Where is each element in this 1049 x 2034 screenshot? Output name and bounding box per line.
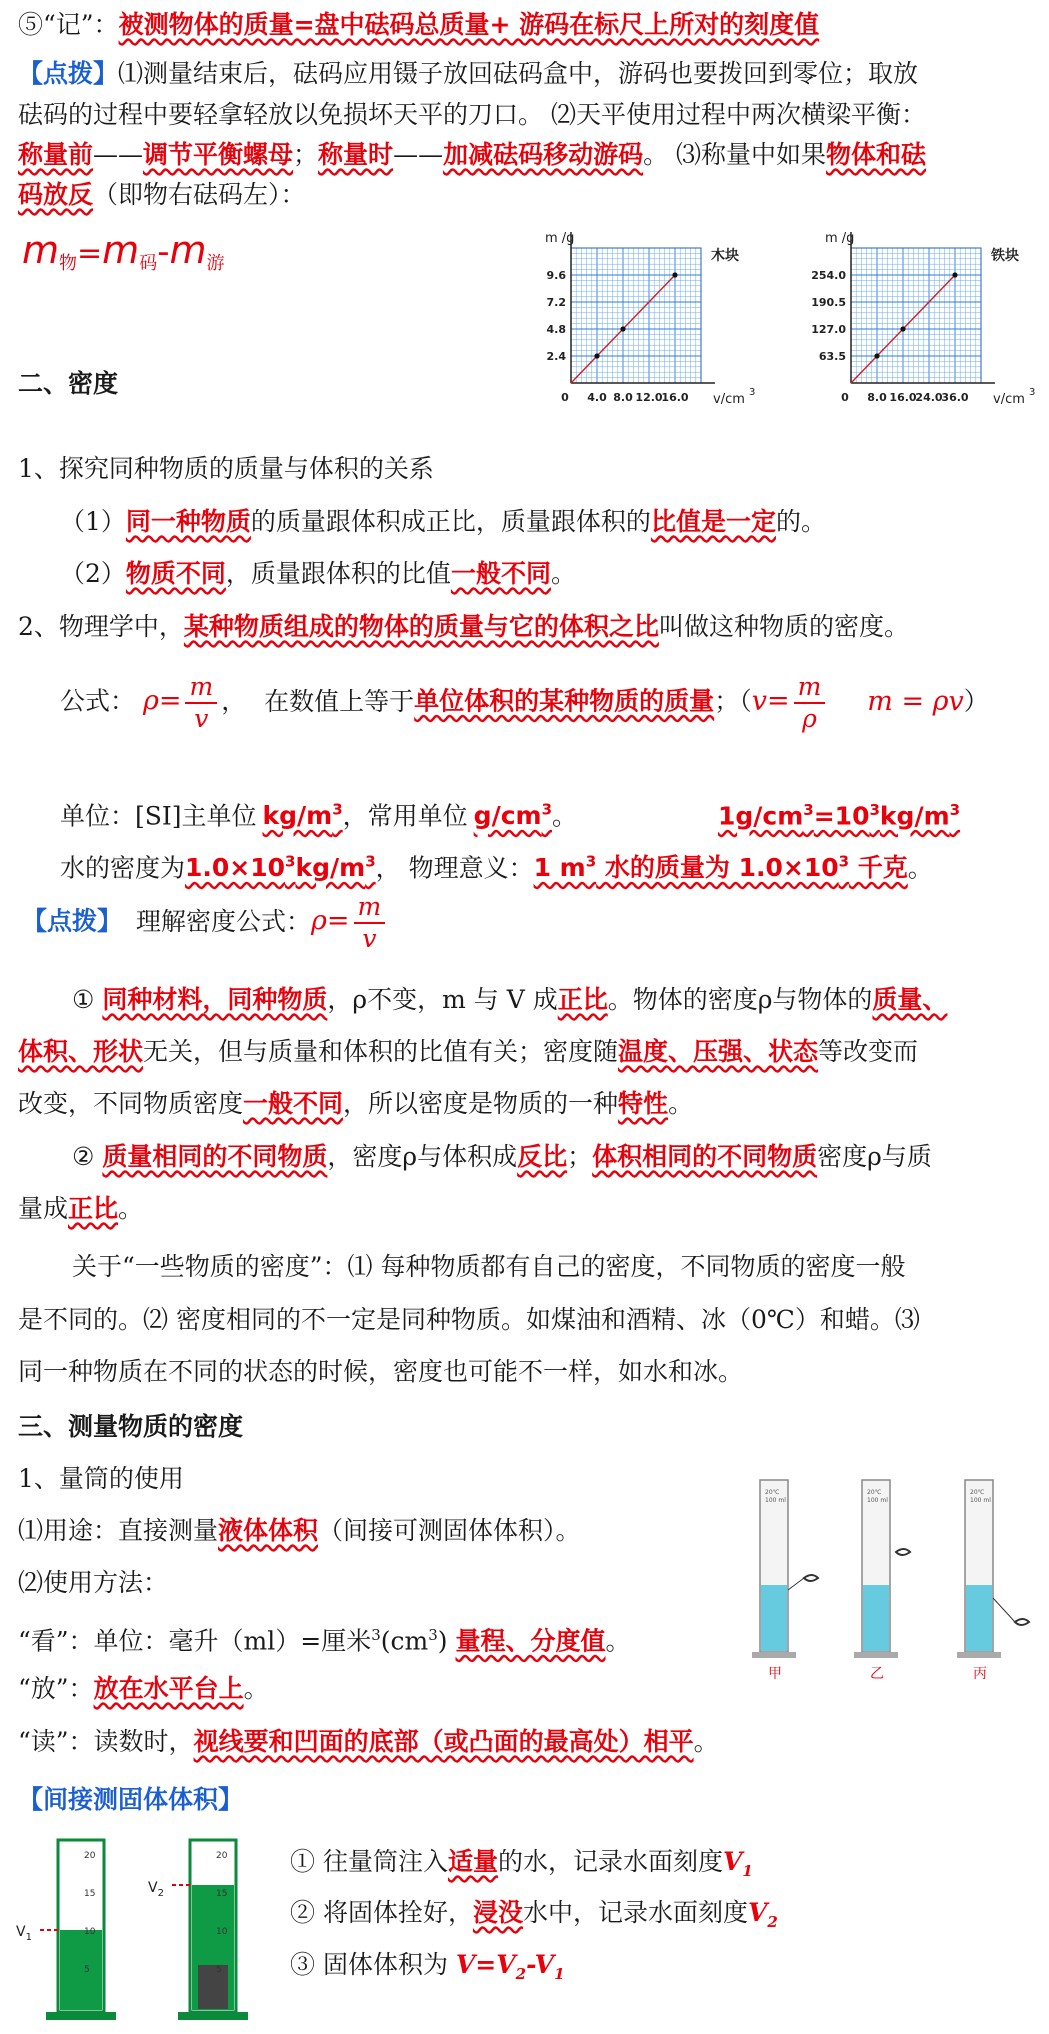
adjust-nut: 调节平衡螺母	[143, 140, 294, 169]
tip-label: 【点拨】	[18, 59, 119, 88]
x-tick-label: 36.0	[941, 391, 969, 404]
k-sup: 3	[371, 1626, 381, 1644]
conv-sup1: 3	[803, 801, 814, 819]
s3-b-sub: 2	[515, 1965, 527, 1983]
density-item-1b	[60, 557, 576, 591]
w-unit: kg/m	[295, 853, 366, 883]
s1-c: 的水，记录水面刻度	[497, 1847, 723, 1876]
point-1-line-3	[18, 1087, 693, 1121]
eye-icon	[804, 1575, 818, 1581]
x-tick-label: 4.0	[587, 391, 607, 404]
x-axis-label-sup: 3	[1029, 387, 1036, 398]
w-mean-a: 1 m	[533, 853, 586, 883]
conv-b: =10	[813, 801, 870, 831]
before-weighing: 称量前	[18, 140, 94, 169]
y-tick-label: 7.2	[546, 296, 566, 309]
f-paren: ；（	[714, 686, 752, 716]
p4-b: 质量相同的不同物质	[102, 1142, 328, 1171]
when-weighing: 称量时	[318, 140, 394, 169]
density-item-2	[18, 610, 909, 644]
w-mean-sup2: 3	[838, 853, 850, 871]
y-axis-label: m /g	[825, 231, 855, 246]
wood-chart	[505, 222, 756, 427]
s2-d-sub: 2	[767, 1913, 778, 1931]
cylinder-usage-title: 1、量筒的使用	[18, 1464, 184, 1493]
tip-line-2	[18, 98, 926, 132]
formula-ma-sub: 码	[139, 253, 158, 274]
step-2	[290, 1896, 778, 1939]
reverse-a: 物体和砝	[826, 140, 927, 169]
cyl-v2-base	[178, 2012, 248, 2020]
u-mid: ，常用单位	[342, 801, 468, 831]
x-tick-label: 8.0	[613, 391, 633, 404]
mark-15: 15	[84, 1889, 96, 1899]
section-density-title: 二、密度	[18, 369, 119, 398]
mark-5: 5	[216, 1965, 222, 1975]
u1-b: 液体体积	[218, 1516, 319, 1545]
s1-b: 适量	[447, 1847, 498, 1876]
sight-line	[788, 1578, 804, 1590]
x-axis-label: v/cm	[993, 392, 1025, 407]
k-c: )	[437, 1626, 448, 1656]
p1-e: 。物体的密度ρ与物体的	[607, 985, 873, 1014]
s1-d: V	[722, 1847, 743, 1876]
density-item-1a	[60, 505, 826, 539]
conv-sup2: 3	[869, 801, 880, 819]
cylinder-v2	[148, 1840, 248, 2020]
note-line-1: 关于“一些物质的密度”：⑴ 每种物质都有自己的密度，不同物质的密度一般	[72, 1252, 906, 1281]
y-tick-label: 2.4	[546, 350, 566, 363]
cyl-water	[966, 1585, 992, 1651]
w-val	[185, 853, 376, 882]
x-tick-label: 16.0	[889, 391, 917, 404]
w-unit-sup: 3	[365, 853, 376, 871]
read-a: “读”：读数时，	[18, 1727, 194, 1756]
k-end: 。	[605, 1626, 631, 1656]
cyl-base	[957, 1652, 1001, 1658]
unit-conversion	[718, 793, 960, 833]
cyl-v1-base	[46, 2012, 116, 2020]
read-red: 视线要和凹面的底部（或凸面的最高处）相平	[193, 1727, 694, 1756]
mass-formula	[22, 228, 225, 275]
data-point	[672, 272, 677, 277]
usage-method: ⑵使用方法：	[18, 1568, 169, 1597]
chart-title: 铁块	[991, 248, 1019, 264]
s2-a: ② 将固体拴好，	[290, 1898, 473, 1927]
s1-a: ① 往量筒注入	[290, 1847, 448, 1876]
cyl-label-jia: 甲	[768, 1666, 782, 1682]
point-2-line-2	[18, 1192, 143, 1226]
formula-m-sub: 物	[59, 253, 78, 274]
cylinder-yi	[854, 1480, 910, 1682]
data-point	[900, 326, 905, 331]
cyl-label-bing: 丙	[973, 1666, 987, 1682]
tip-line-4	[18, 178, 306, 212]
w-meaning	[534, 853, 908, 882]
s2-d: V	[747, 1898, 768, 1927]
w-end: 。	[907, 853, 933, 883]
eye-icon	[896, 1549, 910, 1555]
w-val-sup: 3	[285, 853, 296, 871]
place-end: 。	[243, 1674, 269, 1703]
usage-look	[18, 1618, 631, 1658]
s2-b: 浸没	[472, 1898, 523, 1927]
cyl-water	[863, 1585, 889, 1651]
y-tick-label: 127.0	[811, 323, 846, 336]
water-density-line	[60, 845, 933, 885]
formula-minus: -	[157, 232, 170, 272]
w-mean-sup: 3	[585, 853, 597, 871]
s2-c: 水中，记录水面刻度	[522, 1898, 748, 1927]
record-rule-text: 被测物体的质量=盘中砝码总质量+ 游码在标尺上所对的刻度值	[118, 10, 820, 39]
f-den: v	[194, 704, 209, 733]
mark-15: 15	[216, 1889, 228, 1899]
f-rho: ρ=	[142, 685, 182, 717]
s1-d-sub: 1	[742, 1862, 753, 1880]
read-end: 。	[693, 1727, 719, 1756]
p4-c: ，密度ρ与体积成	[327, 1142, 518, 1171]
i1a-red: 同一种物质	[125, 507, 251, 536]
i1a-mid: 的质量跟体积成正比，质量跟体积的	[250, 507, 651, 536]
cyl-base	[752, 1652, 796, 1658]
reverse-b: 码放反	[18, 180, 94, 209]
p4-a: ②	[72, 1142, 95, 1171]
record-rule-prefix: ⑤“记”：	[18, 10, 119, 39]
y-tick-label: 4.8	[546, 323, 566, 336]
p5-a: 量成	[18, 1194, 69, 1223]
u-label: 单位：[SI]主单位	[60, 801, 257, 831]
p1-c: ，ρ不变，m 与 V 成	[327, 985, 558, 1014]
w-mean-c: 千克	[849, 853, 908, 883]
tip-line-1	[18, 57, 918, 91]
cyl-tag: 20℃	[765, 1489, 780, 1496]
density-tip-line	[22, 892, 389, 954]
i1b-end: 。	[550, 559, 576, 588]
x-tick-label: 8.0	[867, 391, 887, 404]
formula-mb: m	[169, 228, 207, 272]
u-main-text: kg/m	[262, 801, 333, 831]
p3-d: 特性	[618, 1089, 669, 1118]
y-tick-label: 190.5	[811, 296, 846, 309]
f-fraction-2	[794, 672, 826, 734]
record-rule-line	[18, 8, 819, 42]
p5-c: 。	[118, 1194, 144, 1223]
f-red: 单位体积的某种物质的质量	[414, 686, 715, 716]
p4-f: 体积相同的不同物质	[592, 1142, 818, 1171]
f-m3: m = ρv	[867, 685, 964, 717]
density-formula-line	[60, 672, 989, 734]
place-a: “放”：	[18, 1674, 94, 1703]
w-val-text: 1.0×10	[185, 853, 286, 883]
cyl-v1-water	[60, 1930, 102, 2010]
i2-pre: 2、物理学中，	[18, 612, 184, 641]
w-mid: ， 物理意义：	[375, 853, 534, 883]
usage-place	[18, 1672, 269, 1706]
p4-g: 密度ρ与质	[817, 1142, 932, 1171]
cyl-tag2: 100 ml	[970, 1497, 991, 1504]
conv-c: kg/m	[879, 801, 950, 831]
data-point	[620, 326, 625, 331]
tip-fraction	[354, 892, 386, 954]
v2-label-text: V	[148, 1880, 158, 1896]
u-common	[474, 801, 552, 830]
cyl-base	[854, 1652, 898, 1658]
i1b-red: 物质不同	[125, 559, 226, 588]
sight-line	[993, 1598, 1015, 1622]
u-dot: 。	[552, 801, 578, 831]
f2-num: m	[794, 672, 826, 704]
v1-label-sub: 1	[25, 1932, 32, 1943]
p3-c: ，所以密度是物质的一种	[343, 1089, 619, 1118]
point-1-line-1	[72, 983, 947, 1017]
s3-c-sub: 1	[554, 1965, 565, 1983]
i1b-red2: 一般不同	[450, 559, 551, 588]
density-tip-label: 【点拨】	[22, 906, 123, 936]
data-point	[874, 353, 879, 358]
v2-label	[148, 1880, 164, 1899]
density-item-1: 1、探究同种物质的质量与体积的关系	[18, 454, 434, 483]
x-tick-label: 12.0	[635, 391, 663, 404]
p2-b: 无关，但与质量和体积的比值有关；密度随	[143, 1037, 619, 1066]
mark-10: 10	[84, 1927, 96, 1937]
k-b: (cm	[380, 1626, 429, 1656]
f2-den: ρ	[802, 704, 817, 733]
tip-num: m	[354, 892, 386, 924]
solid-block	[198, 1965, 228, 2009]
u-common-text: g/cm	[473, 801, 542, 831]
section-measure-title: 三、测量物质的密度	[18, 1412, 244, 1441]
tip-text-2: 砝码的过程中要轻拿轻放以免损坏天平的刀口。 ⑵天平使用过程中两次横梁平衡：	[18, 100, 926, 129]
x-tick-label: 0	[561, 391, 569, 404]
cylinder-bing	[957, 1480, 1029, 1682]
indirect-volume-figure	[10, 1830, 280, 2030]
reverse-note: （即物右砝码左）：	[93, 180, 306, 209]
i1b-mid: ，质量跟体积的比值	[225, 559, 451, 588]
x-tick-label: 16.0	[661, 391, 689, 404]
y-tick-label: 254.0	[811, 269, 846, 282]
step-3	[290, 1948, 565, 1991]
chart-title: 木块	[711, 248, 739, 264]
w-label: 水的密度为	[60, 853, 186, 883]
i1b-pre: （2）	[60, 559, 126, 588]
k-a: “看”：单位：毫升（ml）=厘米	[18, 1626, 372, 1656]
indirect-volume-title: 【间接测固体体积】	[18, 1785, 244, 1814]
s3-c: -V	[526, 1950, 555, 1979]
cylinder-jia	[752, 1480, 818, 1682]
p2-a: 体积、形状	[18, 1037, 144, 1066]
add-weights: 加减砝码移动游码	[443, 140, 644, 169]
tip-rho: ρ=	[311, 905, 350, 937]
sep: ；	[293, 140, 319, 169]
usage-read	[18, 1725, 719, 1759]
p3-b: 一般不同	[243, 1089, 344, 1118]
mark-20: 20	[84, 1851, 96, 1861]
i1a-end: 的。	[775, 507, 826, 536]
note-line-2: 是不同的。⑵ 密度相同的不一定是同种物质。如煤油和酒精、冰（0℃）和蜡。⑶	[18, 1305, 920, 1334]
cyl-tag: 20℃	[970, 1489, 985, 1496]
s3-b: V=V	[455, 1950, 516, 1979]
text-mid: 。 ⑶称量中如果	[643, 140, 827, 169]
f-num: m	[185, 672, 217, 704]
data-point	[952, 272, 957, 277]
s3-a: ③ 固体体积为	[290, 1950, 448, 1979]
cyl-tag2: 100 ml	[765, 1497, 786, 1504]
u1-a: ⑴用途：直接测量	[18, 1516, 219, 1545]
k-red: 量程、分度值	[455, 1626, 606, 1656]
f-comma: ，	[221, 686, 247, 716]
density-tip-text: 理解密度公式：	[136, 906, 312, 936]
x-axis-label-sup: 3	[749, 387, 756, 398]
v1-label-text: V	[16, 1924, 26, 1940]
p2-d: 等改变而	[818, 1037, 919, 1066]
i1a-pre: （1）	[60, 507, 126, 536]
note-line-3: 同一种物质在不同的状态的时候，密度也可能不一样，如水和冰。	[18, 1357, 744, 1386]
cyl-tag: 20℃	[867, 1489, 882, 1496]
mark-20: 20	[216, 1851, 228, 1861]
conv-sup3: 3	[949, 801, 961, 819]
tip-den: v	[362, 924, 377, 953]
eye-icon	[1015, 1619, 1029, 1625]
k-sup2: 3	[428, 1626, 438, 1644]
usage-purpose	[18, 1514, 581, 1548]
i1a-red2: 比值是一定	[650, 507, 776, 536]
step-1	[290, 1845, 753, 1888]
y-tick-label: 9.6	[546, 269, 566, 282]
cyl-label-yi: 乙	[870, 1666, 884, 1682]
dash2: ——	[393, 140, 444, 169]
tip-text-1: ⑴测量结束后，砝码应用镊子放回砝码盒中，游码也要拨回到零位；取放	[118, 59, 919, 88]
cyl-tag2: 100 ml	[867, 1497, 888, 1504]
f-close: ）	[963, 686, 989, 716]
f-label: 公式：	[60, 686, 136, 716]
conv-a: 1g/cm	[718, 801, 804, 831]
u-main-sup: 3	[332, 801, 343, 819]
u-common-sup: 3	[541, 801, 553, 819]
p1-f: 质量、	[872, 985, 948, 1014]
formula-mb-sub: 游	[206, 253, 225, 274]
x-axis-label: v/cm	[713, 392, 745, 407]
unit-line	[60, 793, 577, 833]
cyl-water	[761, 1585, 787, 1651]
p3-a: 改变，不同物质密度	[18, 1089, 244, 1118]
p5-b: 正比	[68, 1194, 119, 1223]
place-red: 放在水平台上	[93, 1674, 244, 1703]
f-mid: 在数值上等于	[264, 686, 415, 716]
v1-label	[16, 1924, 32, 1943]
dash: ——	[93, 140, 144, 169]
point-2-line-1	[72, 1140, 932, 1174]
mark-10: 10	[216, 1927, 228, 1937]
p4-e: ；	[567, 1142, 593, 1171]
iron-chart	[785, 222, 1049, 427]
x-tick-label: 0	[841, 391, 849, 404]
tip-line-3	[18, 138, 926, 172]
reading-cylinders-figure	[740, 1470, 1049, 1685]
formula-m: m	[22, 228, 60, 272]
formula-eq: =	[77, 236, 103, 271]
f-fraction	[185, 672, 217, 734]
point-1-line-2	[18, 1035, 918, 1069]
w-mean-b: 水的质量为 1.0×10	[596, 853, 839, 883]
cylinder-v1	[16, 1840, 116, 2020]
u1-c: （间接可测固体体积）。	[318, 1516, 581, 1545]
p2-c: 温度、压强、状态	[618, 1037, 819, 1066]
i2-end: 叫做这种物质的密度。	[658, 612, 909, 641]
data-point	[594, 353, 599, 358]
y-tick-label: 63.5	[818, 350, 846, 363]
v2-label-sub: 2	[157, 1888, 164, 1899]
p1-b: 同种材料，同种物质	[102, 985, 328, 1014]
i2-red: 某种物质组成的物体的质量与它的体积之比	[183, 612, 659, 641]
f-v2: v=	[751, 685, 790, 717]
x-tick-label: 24.0	[915, 391, 943, 404]
mark-5: 5	[84, 1965, 90, 1975]
u-main	[263, 801, 343, 830]
formula-ma: m	[102, 228, 140, 272]
p3-e: 。	[668, 1089, 694, 1118]
y-axis-label: m /g	[545, 231, 575, 246]
p1-d: 正比	[557, 985, 608, 1014]
p1-a: ①	[72, 985, 95, 1014]
p4-d: 反比	[517, 1142, 568, 1171]
